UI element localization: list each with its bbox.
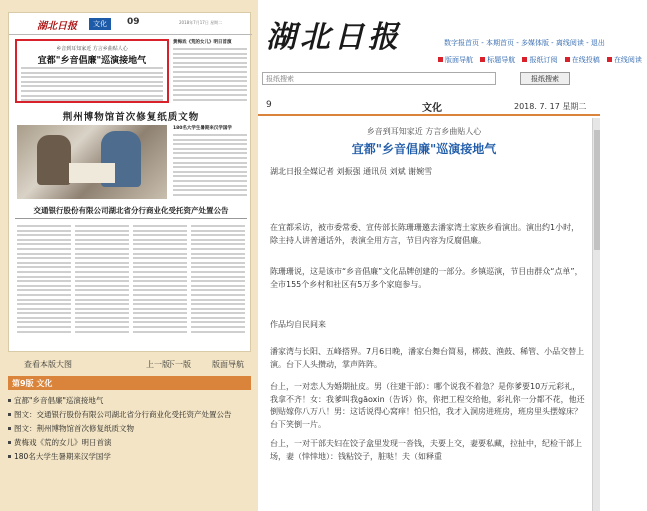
nav-icon <box>438 57 443 62</box>
nav-icon <box>522 57 527 62</box>
bullet-icon <box>8 427 11 430</box>
nav-submit[interactable]: 在线投稿 <box>565 56 600 64</box>
thumbnail-highlight-subtitle: 乡音到耳知家近 方言乡曲贴人心 <box>56 46 128 52</box>
previous-page-link[interactable]: 上一版 <box>146 360 170 369</box>
issue-date: 2018. 7. 17 星期二 <box>514 102 587 111</box>
article-headline: 宜都"乡音倡廉"巡演接地气 <box>351 142 497 156</box>
bullet-icon <box>8 441 11 444</box>
thumbnail-highlight-title: 宜都"乡音倡廉"巡演接地气 <box>37 56 147 66</box>
thumbnail-middle-side-column[interactable] <box>173 125 247 198</box>
thumbnail-side-headline: 180名大学生暑期来汉学国学 <box>173 126 232 131</box>
search-button[interactable]: 报纸搜索 <box>520 72 570 85</box>
thumbnail-right-headline: 黄梅戏《荒的女儿》明日首演 <box>173 40 232 45</box>
list-item[interactable]: 图文：交通银行股份有限公司湖北省分行商业化受托资产处置公告 <box>8 408 251 422</box>
thumbnail-text-block <box>21 67 163 104</box>
article-paragraph: 在宜都采访，被市委常委、宣传部长陈珊珊邀去潘家湾土家族乡看演出。演出约1小时，除主持人讲普通话外，表演全用方言，节目内容为反腐倡廉。 <box>270 223 580 245</box>
nav-read-online[interactable]: 在线阅读 <box>607 56 642 64</box>
thumbnail-photo[interactable] <box>17 125 167 199</box>
page-navigation-link[interactable]: 版面导航 <box>212 360 244 369</box>
search-input[interactable] <box>262 72 496 85</box>
view-large-image-link[interactable]: 查看本版大图 <box>24 360 72 369</box>
section-name: 文化 <box>422 103 442 114</box>
list-item[interactable]: 宜都"乡音倡廉"巡演接地气 <box>8 394 251 408</box>
thumbnail-date: 2018年7月17日 星期二 <box>179 20 223 25</box>
list-item[interactable]: 图文：荆州博物馆首次修复纸质文物 <box>8 422 251 436</box>
newspaper-logo[interactable]: 湖北日报 <box>266 20 402 55</box>
thumbnail-article-highlight[interactable] <box>15 39 169 103</box>
bullet-icon <box>8 455 11 458</box>
article-paragraph: 台上，一对干部夫妇在饺子盒里发现一沓钱，夫要上交，妻要私藏，拉扯中，纪检干部上场，妻（悻悻地）：钱粘饺子，脏哒！夫（如释重 <box>270 439 582 461</box>
info-bar <box>258 94 600 116</box>
article-subtitle: 乡音到耳知家近 方言乡曲贴人心 <box>366 127 482 136</box>
page-thumbnail[interactable] <box>8 12 251 352</box>
article-byline: 湖北日报全媒记者 刘振强 通讯员 刘斌 谢婉雪 <box>270 167 433 176</box>
left-panel <box>0 0 258 511</box>
article-panel <box>258 118 600 511</box>
article-body <box>258 118 590 511</box>
list-item[interactable]: 黄梅戏《荒的女儿》明日首演 <box>8 436 251 450</box>
search-row <box>258 72 600 86</box>
section-label: 第9版 文化 <box>8 376 251 390</box>
thumbnail-page-number: 09 <box>127 17 140 27</box>
next-page-link[interactable]: 下一版 <box>167 360 191 369</box>
thumbnail-ad-block[interactable] <box>15 218 247 350</box>
scrollbar[interactable] <box>592 118 600 511</box>
nav-title-navigation[interactable]: 标题导航 <box>480 56 515 64</box>
thumbnail-ad-title: 交通银行股份有限公司湖北省分行商业化受托资产处置公告 <box>33 206 229 215</box>
article-list <box>8 394 251 464</box>
thumbnail-logo: 湖北日报 <box>37 21 77 32</box>
nav-icon <box>565 57 570 62</box>
nav-subscription[interactable]: 报纸订阅 <box>522 56 557 64</box>
article-paragraph: 作品均自民间来 <box>270 320 326 329</box>
bullet-icon <box>8 399 11 402</box>
page-number: 9 <box>266 100 272 110</box>
nav-icon <box>607 57 612 62</box>
nav-page-navigation[interactable]: 版面导航 <box>438 56 473 64</box>
article-paragraph: 陈珊珊说，这是该市“乡音倡廉”文化品牌创建的一部分。乡镇巡演，节目由群众“点单”，全市155个乡村和社区有5万多个家庭参与。 <box>270 267 583 289</box>
bullet-icon <box>8 413 11 416</box>
top-links[interactable]: 数字报首页 - 本期首页 - 多媒体版 - 离线阅读 - 退出 <box>444 39 605 47</box>
thumbnail-middle-headline: 荆州博物馆首次修复纸质文物 <box>62 112 200 123</box>
list-item[interactable]: 180名大学生暑期来汉学国学 <box>8 450 251 464</box>
masthead <box>258 0 642 70</box>
thumbnail-right-column[interactable] <box>173 39 247 103</box>
article-paragraph: 台上，一对恋人为婚期扯皮。男（往建干部）：哪个说我不着急？是你爹要10万元彩礼，我拿不齐！女：我爹叫我gāoxin（告诉）你，你把工程交给他，彩礼你一分都不花，他还倒贴嫁你八万八！男：这话说得心窝痒！怕只怕，我才入洞房进班房，班房里头摆嫁床？台下笑倒一片。 <box>270 382 585 429</box>
navigation-bar <box>438 55 647 65</box>
thumbnail-section-tag: 文化 <box>89 18 111 30</box>
thumbnail-header <box>9 13 252 35</box>
scrollbar-thumb[interactable] <box>594 130 600 250</box>
nav-icon <box>480 57 485 62</box>
article-paragraph: 潘家湾与长阳、五峰搭界。7月6日晚，潘家台舞台简易，梆鼓、渔鼓、稀管、小品交替上演。台下人头攒动，掌声阵阵。 <box>270 347 585 369</box>
